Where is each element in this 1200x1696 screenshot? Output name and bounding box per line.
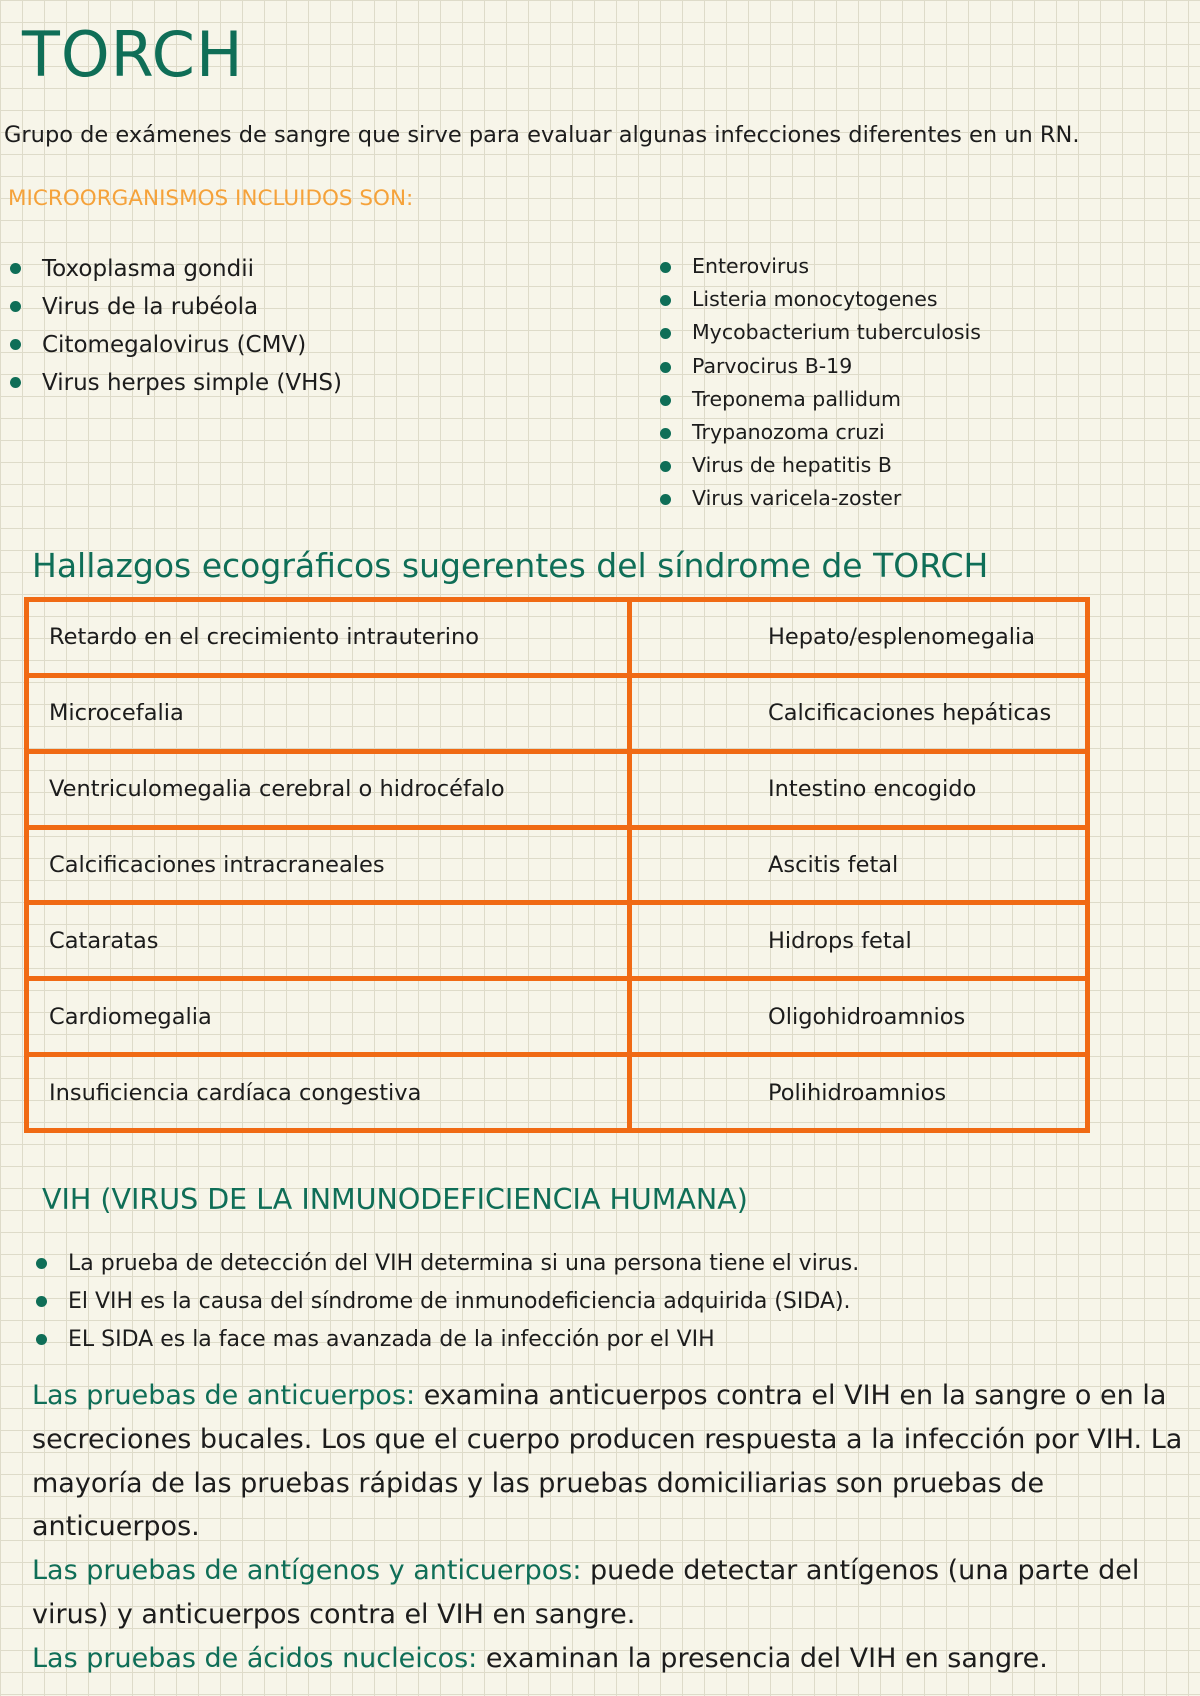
table-cell: Calcificaciones hepáticas bbox=[630, 675, 1088, 751]
bullet-icon bbox=[10, 377, 21, 388]
list-item bbox=[10, 294, 342, 332]
table-row bbox=[27, 675, 1088, 751]
list-item-text: Virus herpes simple (VHS) bbox=[42, 370, 342, 396]
list-item bbox=[660, 421, 981, 454]
list-item bbox=[660, 321, 981, 354]
bullet-icon bbox=[36, 1334, 47, 1345]
list-item-text: Virus de hepatitis B bbox=[692, 453, 892, 478]
list-item-text: Virus varicela-zoster bbox=[692, 486, 902, 511]
table-cell: Hidrops fetal bbox=[630, 903, 1088, 979]
intro-text: Grupo de exámenes de sangre que sirve para evaluar algunas infecciones diferentes en un RN. bbox=[4, 122, 1080, 148]
bullet-icon bbox=[660, 494, 671, 505]
list-item-text: El VIH es la causa del síndrome de inmunodeficiencia adquirida (SIDA). bbox=[68, 1289, 851, 1314]
list-item bbox=[10, 332, 342, 370]
list-item-text: Trypanozoma cruzi bbox=[692, 419, 885, 444]
list-item bbox=[660, 288, 981, 321]
table-row bbox=[27, 1055, 1088, 1131]
test-text: puede detectar antígenos (una parte del virus) y anticuerpos contra el VIH en sangre. bbox=[32, 1555, 1140, 1630]
bullet-icon bbox=[10, 339, 21, 350]
bullet-icon bbox=[36, 1296, 47, 1307]
list-item bbox=[660, 388, 981, 421]
bullet-icon bbox=[660, 362, 671, 373]
test-text: examina anticuerpos contra el VIH en la sangre o en la secreciones bucales. Los que el cuerpo producen respuesta a la infección por VIH. La mayoría de las pruebas rápidas y las pruebas domiciliarias son pruebas de anticuerpos. bbox=[32, 1380, 1183, 1543]
microorganisms-list-left bbox=[10, 256, 342, 408]
list-item bbox=[10, 256, 342, 294]
bullet-icon bbox=[36, 1258, 47, 1269]
table-row bbox=[27, 979, 1088, 1055]
findings-table bbox=[24, 597, 1090, 1133]
list-item-text: Parvocirus B-19 bbox=[692, 353, 853, 378]
test-text: examinan la presencia del VIH en sangre. bbox=[477, 1642, 1048, 1674]
table-cell: Calcificaciones intracraneales bbox=[27, 827, 630, 903]
table-row bbox=[27, 827, 1088, 903]
list-item-text: Enterovirus bbox=[692, 254, 810, 278]
page-title: TORCH bbox=[22, 18, 244, 91]
table-cell: Cataratas bbox=[27, 903, 630, 979]
bullet-icon bbox=[660, 428, 671, 439]
list-item-text: Mycobacterium tuberculosis bbox=[692, 320, 981, 345]
list-item-text: La prueba de detección del VIH determina si una persona tiene el virus. bbox=[68, 1251, 860, 1276]
table-row bbox=[27, 903, 1088, 979]
table-cell: Polihidroamnios bbox=[630, 1055, 1088, 1131]
list-item bbox=[36, 1252, 859, 1290]
list-item-text: Listeria monocytogenes bbox=[692, 287, 938, 312]
list-item-text: EL SIDA es la face mas avanzada de la infección por el VIH bbox=[68, 1327, 715, 1352]
table-cell: Microcefalia bbox=[27, 675, 630, 751]
bullet-icon bbox=[660, 461, 671, 472]
bullet-icon bbox=[660, 295, 671, 306]
table-cell: Retardo en el crecimiento intrauterino bbox=[27, 600, 630, 676]
table-cell: Intestino encogido bbox=[630, 751, 1088, 827]
table-cell: Hepato/esplenomegalia bbox=[630, 600, 1088, 676]
test-label: Las pruebas de ácidos nucleicos: bbox=[32, 1642, 478, 1674]
vih-heading: VIH (VIRUS DE LA INMUNODEFICIENCIA HUMANA) bbox=[42, 1183, 748, 1216]
table-cell: Cardiomegalia bbox=[27, 979, 630, 1055]
bullet-icon bbox=[660, 395, 671, 406]
test-label: Las pruebas de antígenos y anticuerpos: bbox=[32, 1555, 582, 1587]
bullet-icon bbox=[660, 262, 671, 273]
list-item bbox=[10, 370, 342, 408]
list-item-text: Treponema pallidum bbox=[692, 386, 901, 411]
list-item-text: Citomegalovirus (CMV) bbox=[42, 332, 307, 358]
test-paragraph bbox=[32, 1374, 1192, 1549]
microorganisms-heading: MICROORGANISMOS INCLUIDOS SON: bbox=[8, 186, 414, 211]
table-cell: Ascitis fetal bbox=[630, 827, 1088, 903]
tests-description bbox=[32, 1374, 1192, 1681]
table-cell: Oligohidroamnios bbox=[630, 979, 1088, 1055]
bullet-icon bbox=[660, 328, 671, 339]
list-item bbox=[660, 255, 981, 288]
list-item-text: Toxoplasma gondii bbox=[42, 256, 254, 282]
list-item bbox=[36, 1290, 859, 1328]
test-label: Las pruebas de anticuerpos: bbox=[32, 1380, 416, 1411]
table-row bbox=[27, 751, 1088, 827]
list-item-text: Virus de la rubéola bbox=[42, 294, 259, 320]
list-item bbox=[660, 487, 981, 520]
list-item bbox=[36, 1328, 859, 1366]
microorganisms-list-right bbox=[660, 255, 981, 521]
table-cell: Insuficiencia cardíaca congestiva bbox=[27, 1055, 630, 1131]
list-item bbox=[660, 355, 981, 388]
bullet-icon bbox=[10, 301, 21, 312]
findings-heading: Hallazgos ecográficos sugerentes del síndrome de TORCH bbox=[32, 546, 989, 585]
test-paragraph bbox=[32, 1549, 1192, 1637]
table-row bbox=[27, 600, 1088, 676]
bullet-icon bbox=[10, 263, 21, 274]
vih-list bbox=[36, 1252, 859, 1366]
table-cell: Ventriculomegalia cerebral o hidrocéfalo bbox=[27, 751, 630, 827]
list-item bbox=[660, 454, 981, 487]
test-paragraph bbox=[32, 1637, 1192, 1681]
